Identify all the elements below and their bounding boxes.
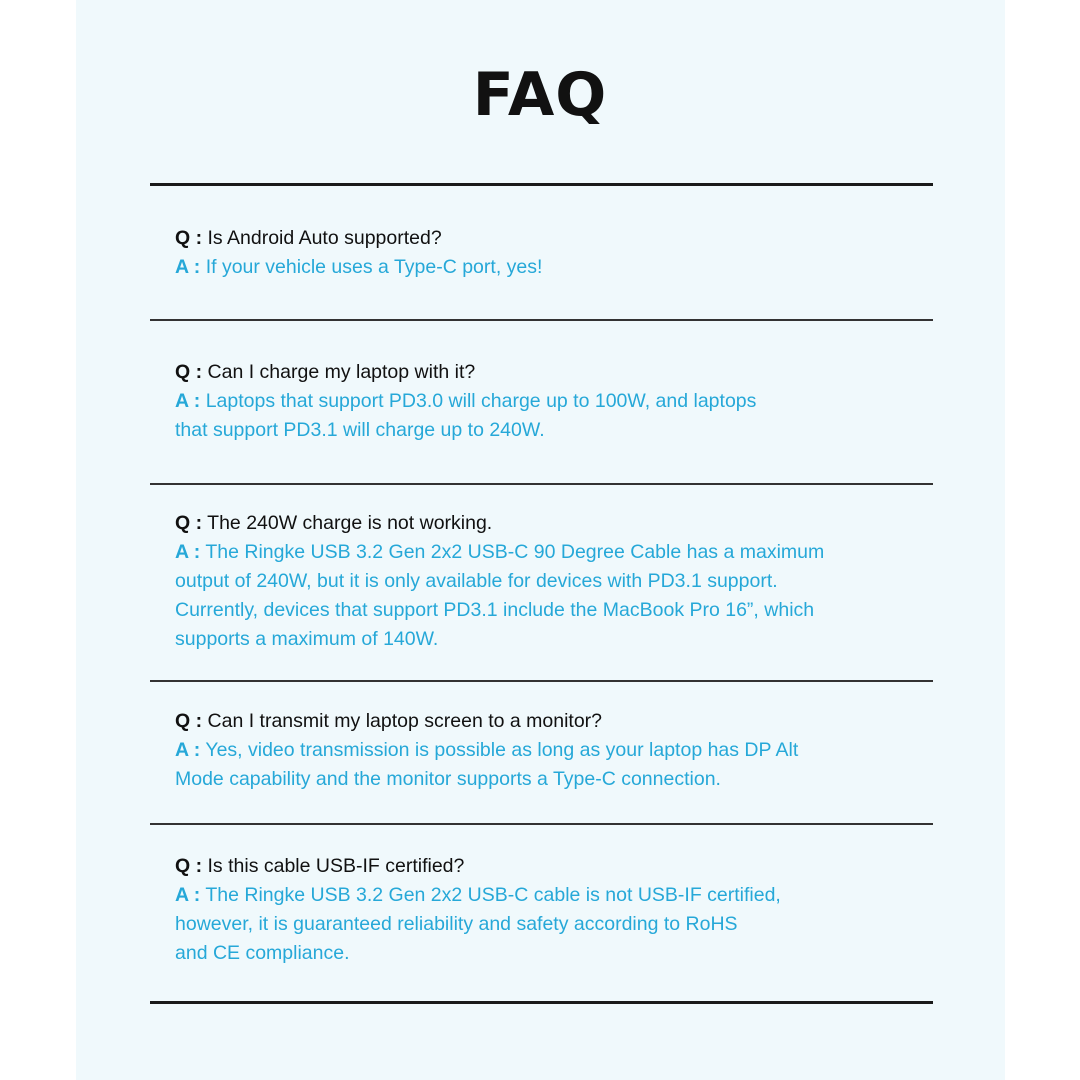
question-text: Can I transmit my laptop screen to a monitor?	[207, 710, 603, 732]
answer-text: Laptops that support PD3.0 will charge up to 100W, and laptops	[205, 390, 757, 412]
answer-line-2: Mode capability and the monitor supports a Type-C connection.	[175, 768, 721, 790]
a-prefix: A :	[175, 884, 201, 906]
divider	[150, 680, 933, 682]
answer-line-1	[175, 736, 915, 765]
a-prefix: A :	[175, 256, 201, 278]
answer-text: The Ringke USB 3.2 Gen 2x2 USB-C 90 Degree Cable has a maximum	[205, 541, 825, 563]
question	[175, 852, 915, 881]
answer-line-1	[175, 253, 915, 282]
faq-item-5	[175, 852, 915, 968]
a-prefix: A :	[175, 390, 201, 412]
q-prefix: Q :	[175, 855, 203, 877]
bottom-divider	[150, 1001, 933, 1004]
divider	[150, 319, 933, 321]
answer-line-3: and CE compliance.	[175, 942, 350, 964]
answer-text: Yes, video transmission is possible as long as your laptop has DP Alt	[205, 739, 799, 761]
question-text: Is this cable USB-IF certified?	[207, 855, 465, 877]
top-divider	[150, 183, 933, 186]
question	[175, 509, 915, 538]
a-prefix: A :	[175, 739, 201, 761]
faq-item-4	[175, 707, 915, 794]
question	[175, 224, 915, 253]
faq-item-3	[175, 509, 915, 654]
question-text: Can I charge my laptop with it?	[207, 361, 476, 383]
answer-line-1	[175, 881, 915, 910]
answer-line-2: however, it is guaranteed reliability and safety according to RoHS	[175, 913, 738, 935]
faq-item-1	[175, 224, 915, 282]
question	[175, 707, 915, 736]
answer-line-3: Currently, devices that support PD3.1 include the MacBook Pro 16”, which	[175, 599, 815, 621]
question	[175, 358, 915, 387]
divider	[150, 823, 933, 825]
answer-text: The Ringke USB 3.2 Gen 2x2 USB-C cable is not USB-IF certified,	[205, 884, 781, 906]
answer-line-4: supports a maximum of 140W.	[175, 628, 439, 650]
q-prefix: Q :	[175, 361, 203, 383]
a-prefix: A :	[175, 541, 201, 563]
divider	[150, 483, 933, 485]
answer-line-1	[175, 387, 915, 416]
page-title: FAQ	[472, 60, 608, 130]
question-text: Is Android Auto supported?	[207, 227, 442, 249]
answer-text: If your vehicle uses a Type-C port, yes!	[205, 256, 543, 278]
answer-line-2: that support PD3.1 will charge up to 240W.	[175, 419, 545, 441]
q-prefix: Q :	[175, 512, 203, 534]
faq-item-2	[175, 358, 915, 445]
q-prefix: Q :	[175, 227, 203, 249]
q-prefix: Q :	[175, 710, 203, 732]
answer-line-2: output of 240W, but it is only available for devices with PD3.1 support.	[175, 570, 778, 592]
answer-line-1	[175, 538, 915, 567]
question-text: The 240W charge is not working.	[207, 512, 493, 534]
